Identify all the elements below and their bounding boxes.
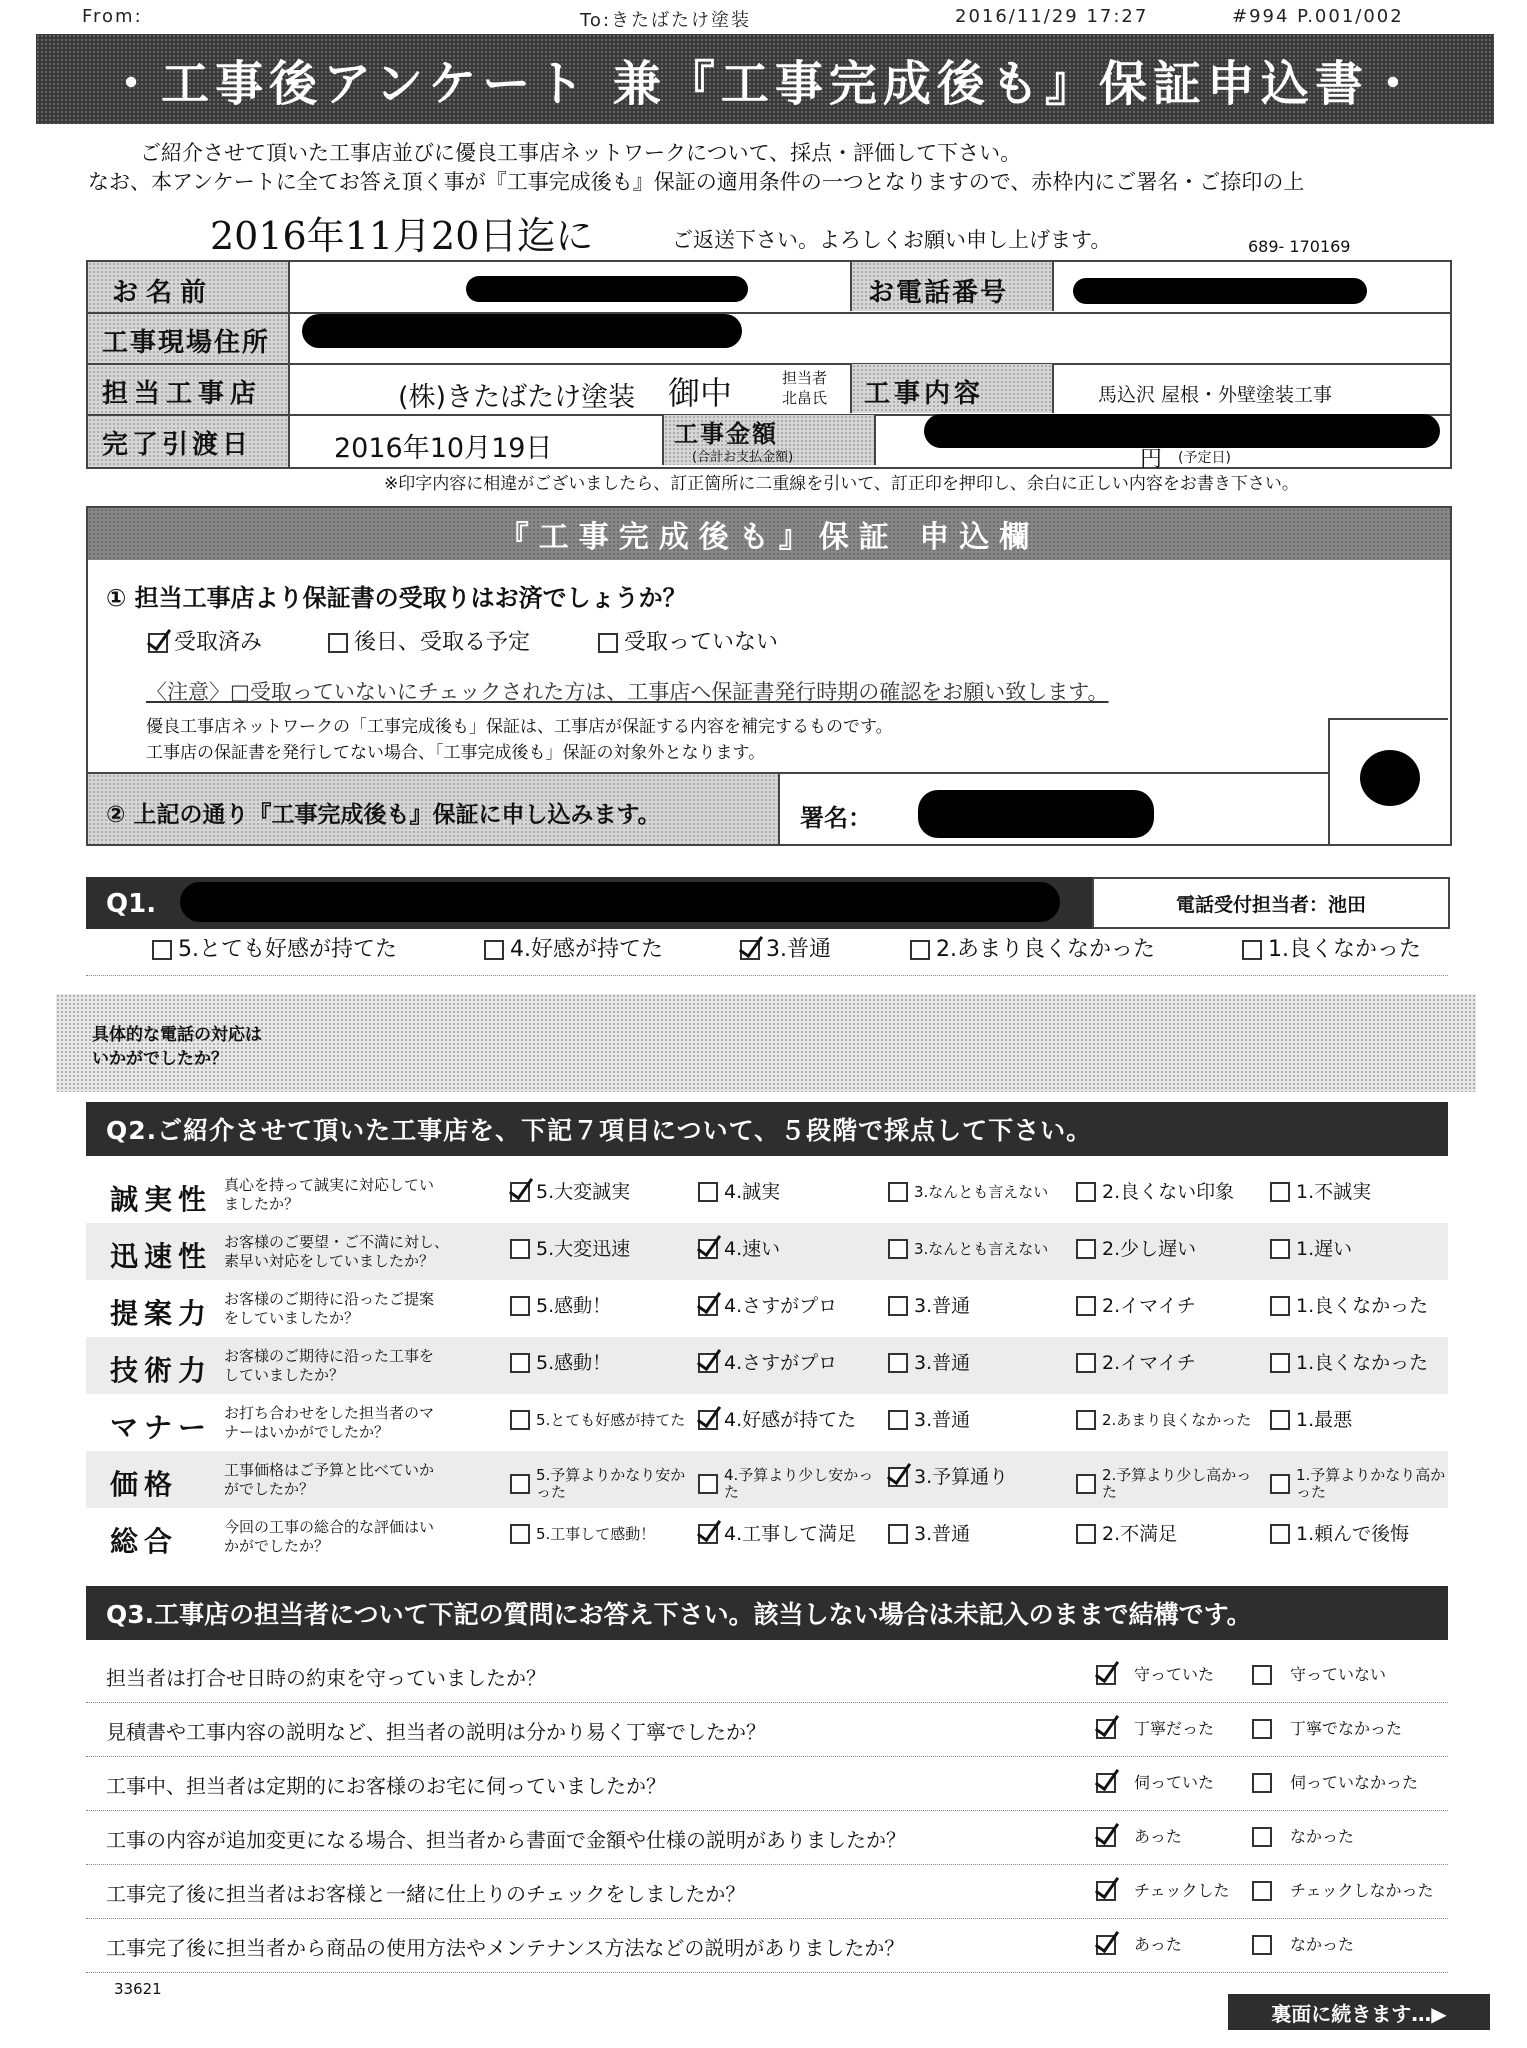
q3-checkbox-no[interactable] [1252,1935,1272,1955]
q1-comment-prompt-2: いかがでしたか？ [92,1049,228,1069]
q2-option[interactable]: 1.良くなかった [1270,1353,1428,1373]
q1-checkbox-1[interactable] [1242,940,1262,960]
q2-checkbox[interactable] [888,1467,908,1487]
q2-checkbox[interactable] [888,1410,908,1430]
q3-checkbox-yes[interactable] [1096,1935,1116,1955]
q2-checkbox[interactable] [1076,1474,1096,1494]
amount-label: 工事金額 [674,420,778,448]
seal-box [1328,718,1448,844]
q2-option[interactable]: 1.不誠実 [1270,1182,1371,1202]
reference-number: 689- 170169 [1248,237,1351,256]
q2-row [86,1508,1448,1565]
q2-checkbox[interactable] [510,1474,530,1494]
q2-rating-table [86,1166,1448,1566]
q2-option[interactable]: 1.最悪 [1270,1410,1352,1430]
q2-checkbox[interactable] [1270,1182,1290,1202]
return-deadline: 2016年11月20日迄に [210,214,594,258]
q2-question-text: かがでしたか？ [224,1537,330,1555]
q1-checkbox-4[interactable] [484,940,504,960]
receptionist-box [1092,877,1450,929]
continue-on-back: 裏面に続きます…▶ [1228,1994,1490,2030]
option-not-received[interactable]: 受取っていない [598,632,778,654]
guarantee-header: 『工事完成後も』保証 申込欄 [498,520,1040,555]
q3-option-yes[interactable]: 丁寧だった [1096,1718,1214,1740]
q2-option[interactable]: 5.感動！ [510,1353,611,1373]
q2-category: 総合 [110,1525,179,1558]
q3-option-yes[interactable]: 伺っていた [1096,1772,1214,1794]
q3-checkbox-no[interactable] [1252,1773,1272,1793]
q2-header: Q2.ご紹介させて頂いた工事店を、下記７項目について、５段階で採点して下さい。 [106,1116,1093,1145]
handover-label: 完了引渡日 [102,430,253,460]
q2-row [86,1394,1448,1451]
q1-option-1[interactable]: 1.良くなかった [1242,939,1421,961]
q1-comment-area[interactable] [56,994,1476,1092]
q1-option-3[interactable]: 3.普通 [740,939,831,961]
q2-question-text: ましたか？ [224,1195,300,1213]
q2-question-text: 今回の工事の総合的な評価はい [224,1518,435,1536]
q1-option-2[interactable]: 2.あまり良くなかった [910,939,1155,961]
q2-option[interactable]: 4.さすがプロ [698,1296,837,1316]
q2-checkbox[interactable] [510,1296,530,1316]
q2-checkbox[interactable] [698,1353,718,1373]
q2-option[interactable]: 2.良くない印象 [1076,1182,1234,1202]
info-table [86,260,1452,472]
q3-option-yes[interactable]: チェックした [1096,1880,1230,1902]
q3-checkbox-no[interactable] [1252,1719,1272,1739]
q2-option[interactable]: 4.さすがプロ [698,1353,837,1373]
q2-question-text: お客様のご期待に沿ったご提案 [224,1290,435,1308]
phone-label: お電話番号 [868,278,1009,308]
q2-question-text: をしていましたか？ [224,1309,360,1327]
q3-checkbox-yes[interactable] [1096,1881,1116,1901]
q3-question: 工事の内容が追加変更になる場合、担当者から書面で金額や仕様の説明がありましたか？ [106,1828,906,1852]
name-redaction [466,276,748,302]
q2-checkbox[interactable] [1076,1239,1096,1259]
q2-category: 価格 [110,1468,179,1501]
q2-option[interactable]: 3.普通 [888,1524,970,1544]
site-address-redaction [302,314,742,348]
q3-row [86,1756,1448,1811]
q2-checkbox[interactable] [1270,1474,1290,1494]
q2-checkbox[interactable] [1270,1239,1290,1259]
q2-option[interactable]: 5.大変迅速 [510,1239,630,1259]
q2-checkbox[interactable] [698,1182,718,1202]
q3-checkbox-no[interactable] [1252,1827,1272,1847]
q1-option-4[interactable]: 4.好感が持てた [484,939,663,961]
q2-row [86,1451,1448,1508]
q2-checkbox[interactable] [698,1474,718,1494]
guarantee-note-3: 工事店の保証書を発行してない場合、「工事完成後も」保証の対象外となります。 [146,743,766,763]
q2-option[interactable]: 1.遅い [1270,1239,1352,1259]
q2-option[interactable]: 4.速い [698,1239,780,1259]
name-label: お名前 [112,278,215,308]
amount-sub-label: (合計お支払金額) [692,450,794,465]
q3-row [86,1864,1448,1919]
q2-row [86,1280,1448,1337]
deadline-suffix: ご返送下さい。よろしくお願い申し上げます。 [672,228,1112,252]
q2-option[interactable]: 3.なんとも言えない [888,1239,1048,1259]
intro-line-2: なお、本アンケートに全てお答え頂く事が『工事完成後も』保証の適用条件の一つとなりますので、赤枠内にご署名・ご捺印の上 [88,170,1305,194]
q2-option[interactable]: 1.頼んで後悔 [1270,1524,1409,1544]
q2-option[interactable]: 4.誠実 [698,1182,780,1202]
q2-option[interactable]: 5.感動！ [510,1296,611,1316]
q3-option-no[interactable]: なかった [1252,1826,1354,1848]
q3-question: 見積書や工事内容の説明など、担当者の説明は分かり易く丁寧でしたか？ [106,1720,766,1744]
signature-label: 署名： [800,804,872,832]
q2-checkbox[interactable] [698,1410,718,1430]
q2-checkbox[interactable] [1270,1353,1290,1373]
q2-header-bar [86,1102,1448,1156]
q2-checkbox[interactable] [1270,1410,1290,1430]
correction-note: ※印字内容に相違がございましたら、訂正箇所に二重線を引いて、訂正印を押印し、余白に正しい内容をお書き下さい。 [384,474,1299,494]
q2-checkbox[interactable] [510,1239,530,1259]
q2-category: 技術力 [110,1354,213,1387]
q2-checkbox[interactable] [698,1296,718,1316]
fax-to: To:きたばたけ塗装 [580,10,752,31]
q2-option[interactable]: 4.工事して満足 [698,1524,856,1544]
q2-option[interactable]: 2.あまり良くなかった [1076,1410,1251,1430]
q2-checkbox[interactable] [1076,1524,1096,1544]
q2-checkbox[interactable] [1076,1353,1096,1373]
onchu-handwriting: 御中 [668,374,733,412]
q2-checkbox[interactable] [1076,1410,1096,1430]
signature-redaction [918,790,1154,838]
q2-checkbox[interactable] [510,1410,530,1430]
fax-from: From: [82,6,143,27]
work-value: 馬込沢 屋根・外壁塗装工事 [1098,384,1333,406]
q3-checkbox-no[interactable] [1252,1881,1272,1901]
handover-value: 2016年10月19日 [334,433,553,464]
q3-option-yes[interactable]: 守っていた [1096,1664,1214,1686]
q2-option[interactable]: 4.好感が持てた [698,1410,856,1430]
q3-checkbox-yes[interactable] [1096,1773,1116,1793]
guarantee-q2: ② 上記の通り『工事完成後も』保証に申し込みます。 [106,802,661,828]
q1-option-5[interactable]: 5.とても好感が持てた [152,939,397,961]
form-code: 33621 [114,1980,162,1998]
q2-option[interactable]: 3.予算通り [888,1467,1008,1487]
receptionist-name: 電話受付担当者：池田 [1175,893,1366,916]
guarantee-note-2: 優良工事店ネットワークの「工事完成後も」保証は、工事店が保証する内容を補完するものです。 [146,717,893,737]
q2-option[interactable]: 2.不満足 [1076,1524,1177,1544]
q3-row [86,1648,1448,1703]
fax-datetime: 2016/11/29 17:27 [955,6,1149,27]
checkbox-received[interactable] [148,633,168,653]
q2-category: 提案力 [110,1297,213,1330]
q2-option[interactable]: 2.少し遅い [1076,1239,1196,1259]
q2-question-text: お打ち合わせをした担当者のマ [224,1404,435,1422]
seal-stamp [1360,750,1420,806]
tantosha-label: 担当者 [782,369,828,387]
q2-option[interactable]: 5.大変誠実 [510,1182,630,1202]
q2-question-text: 真心を持って誠実に対応してい [224,1176,435,1194]
q3-question-list [86,1648,1448,1972]
q2-question-text: していましたか？ [224,1366,345,1384]
q2-option[interactable]: 3.普通 [888,1353,970,1373]
q2-checkbox[interactable] [698,1524,718,1544]
phone-redaction [1073,278,1367,304]
q3-option-yes[interactable]: あった [1096,1826,1182,1848]
q3-question: 工事完了後に担当者から商品の使用方法やメンテナンス方法などの説明がありましたか？ [106,1936,905,1960]
tantosha-value: 北畠氏 [782,389,828,407]
amount-unit: 円 [1140,447,1163,472]
q1-options-row [86,925,1448,976]
q3-checkbox-yes[interactable] [1096,1827,1116,1847]
q2-checkbox[interactable] [698,1239,718,1259]
q2-option[interactable]: 2.イマイチ [1076,1353,1196,1373]
q1-checkbox-5[interactable] [152,940,172,960]
amount-redaction [924,414,1440,448]
q3-header-bar [86,1586,1448,1640]
q2-option[interactable]: 1.良くなかった [1270,1296,1428,1316]
q2-row [86,1166,1448,1223]
q2-option[interactable]: 5.工事して感動！ [510,1524,655,1544]
q2-checkbox[interactable] [888,1239,908,1259]
guarantee-box [86,506,1452,846]
q2-checkbox[interactable] [888,1524,908,1544]
q3-checkbox-yes[interactable] [1096,1719,1116,1739]
title-bar [36,34,1494,124]
q2-option[interactable]: 5.予算よりかなり安かった [510,1467,686,1501]
q3-question: 担当者は打合せ日時の約束を守っていましたか？ [106,1666,546,1690]
q2-checkbox[interactable] [1270,1524,1290,1544]
q3-option-yes[interactable]: あった [1096,1934,1182,1956]
q2-question-text: 工事価格はご予算と比べていか [224,1461,435,1479]
option-receive-later[interactable]: 後日、受取る予定 [328,632,530,654]
q2-option[interactable]: 2.予算より少し高かった [1076,1467,1252,1501]
checkbox-receive-later[interactable] [328,633,348,653]
q2-category: マナー [110,1411,213,1444]
q3-option-no[interactable]: チェックしなかった [1252,1880,1434,1902]
q2-question-text: お客様のご要望・ご不満に対し、 [224,1233,450,1251]
guarantee-q1: ① 担当工事店より保証書の受取りはお済でしょうか？ [106,584,687,612]
q2-checkbox[interactable] [1076,1296,1096,1316]
q3-option-no[interactable]: 丁寧でなかった [1252,1718,1402,1740]
q1-label: Q1. [106,889,157,919]
q2-option[interactable]: 3.普通 [888,1410,970,1430]
q3-header: Q3.工事店の担当者について下記の質問にお答え下さい。該当しない場合は未記入のままで結構です。 [106,1600,1252,1629]
q2-checkbox[interactable] [1270,1296,1290,1316]
q2-row [86,1223,1448,1280]
option-received[interactable]: 受取済み [148,632,262,654]
q2-checkbox[interactable] [510,1353,530,1373]
q2-question-text: お客様のご期待に沿った工事を [224,1347,435,1365]
company-value: (株)きたばたけ塗装 [398,382,636,413]
q2-checkbox[interactable] [510,1182,530,1202]
q2-option[interactable]: 3.普通 [888,1296,970,1316]
q2-checkbox[interactable] [510,1524,530,1544]
work-label: 工事内容 [864,379,985,409]
q2-option[interactable]: 2.イマイチ [1076,1296,1196,1316]
q3-row [86,1918,1448,1973]
q3-question: 工事完了後に担当者はお客様と一緒に仕上りのチェックをしましたか？ [106,1882,746,1906]
q2-checkbox[interactable] [888,1182,908,1202]
page-title: ・工事後アンケート 兼『工事完成後も』保証申込書・ [107,55,1423,112]
q3-row [86,1702,1448,1757]
q2-option[interactable]: 4.予算より少し安かった [698,1467,874,1501]
checkbox-not-received[interactable] [598,633,618,653]
q2-checkbox[interactable] [888,1296,908,1316]
q2-category: 誠実性 [110,1183,213,1216]
guarantee-note: 〈注意〉□受取っていないにチェックされた方は、工事店へ保証書発行時期の確認をお願い致します。 [146,680,1109,704]
q2-option[interactable]: 1.予算よりかなり高かった [1270,1467,1446,1501]
guarantee-header-bar [88,508,1450,560]
fax-page: #994 P.001/002 [1232,6,1404,27]
company-label: 担当工事店 [102,379,263,409]
q1-checkbox-3[interactable] [740,940,760,960]
q2-checkbox[interactable] [1076,1182,1096,1202]
q3-checkbox-yes[interactable] [1096,1665,1116,1685]
q2-checkbox[interactable] [888,1353,908,1373]
q2-question-text: がでしたか？ [224,1480,315,1498]
q1-checkbox-2[interactable] [910,940,930,960]
q3-checkbox-no[interactable] [1252,1665,1272,1685]
q3-option-no[interactable]: なかった [1252,1934,1354,1956]
q2-question-text: 素早い対応をしていましたか？ [224,1252,435,1270]
q3-row [86,1810,1448,1865]
intro-line-1: ご紹介させて頂いた工事店並びに優良工事店ネットワークについて、採点・評価して下さい。 [140,141,1022,165]
q1-comment-prompt-1: 具体的な電話の対応は [92,1025,262,1045]
site-address-label: 工事現場住所 [102,328,271,358]
q3-option-no[interactable]: 守っていない [1252,1664,1386,1686]
q2-row [86,1337,1448,1394]
q1-question-redaction [180,882,1060,922]
q2-option[interactable]: 5.とても好感が持てた [510,1410,685,1430]
q2-category: 迅速性 [110,1240,213,1273]
q2-question-text: ナーはいかがでしたか？ [224,1423,390,1441]
q2-option[interactable]: 3.なんとも言えない [888,1182,1048,1202]
q3-question: 工事中、担当者は定期的にお客様のお宅に伺っていましたか？ [106,1774,666,1798]
q3-option-no[interactable]: 伺っていなかった [1252,1772,1418,1794]
amount-note: (予定日) [1178,450,1231,466]
